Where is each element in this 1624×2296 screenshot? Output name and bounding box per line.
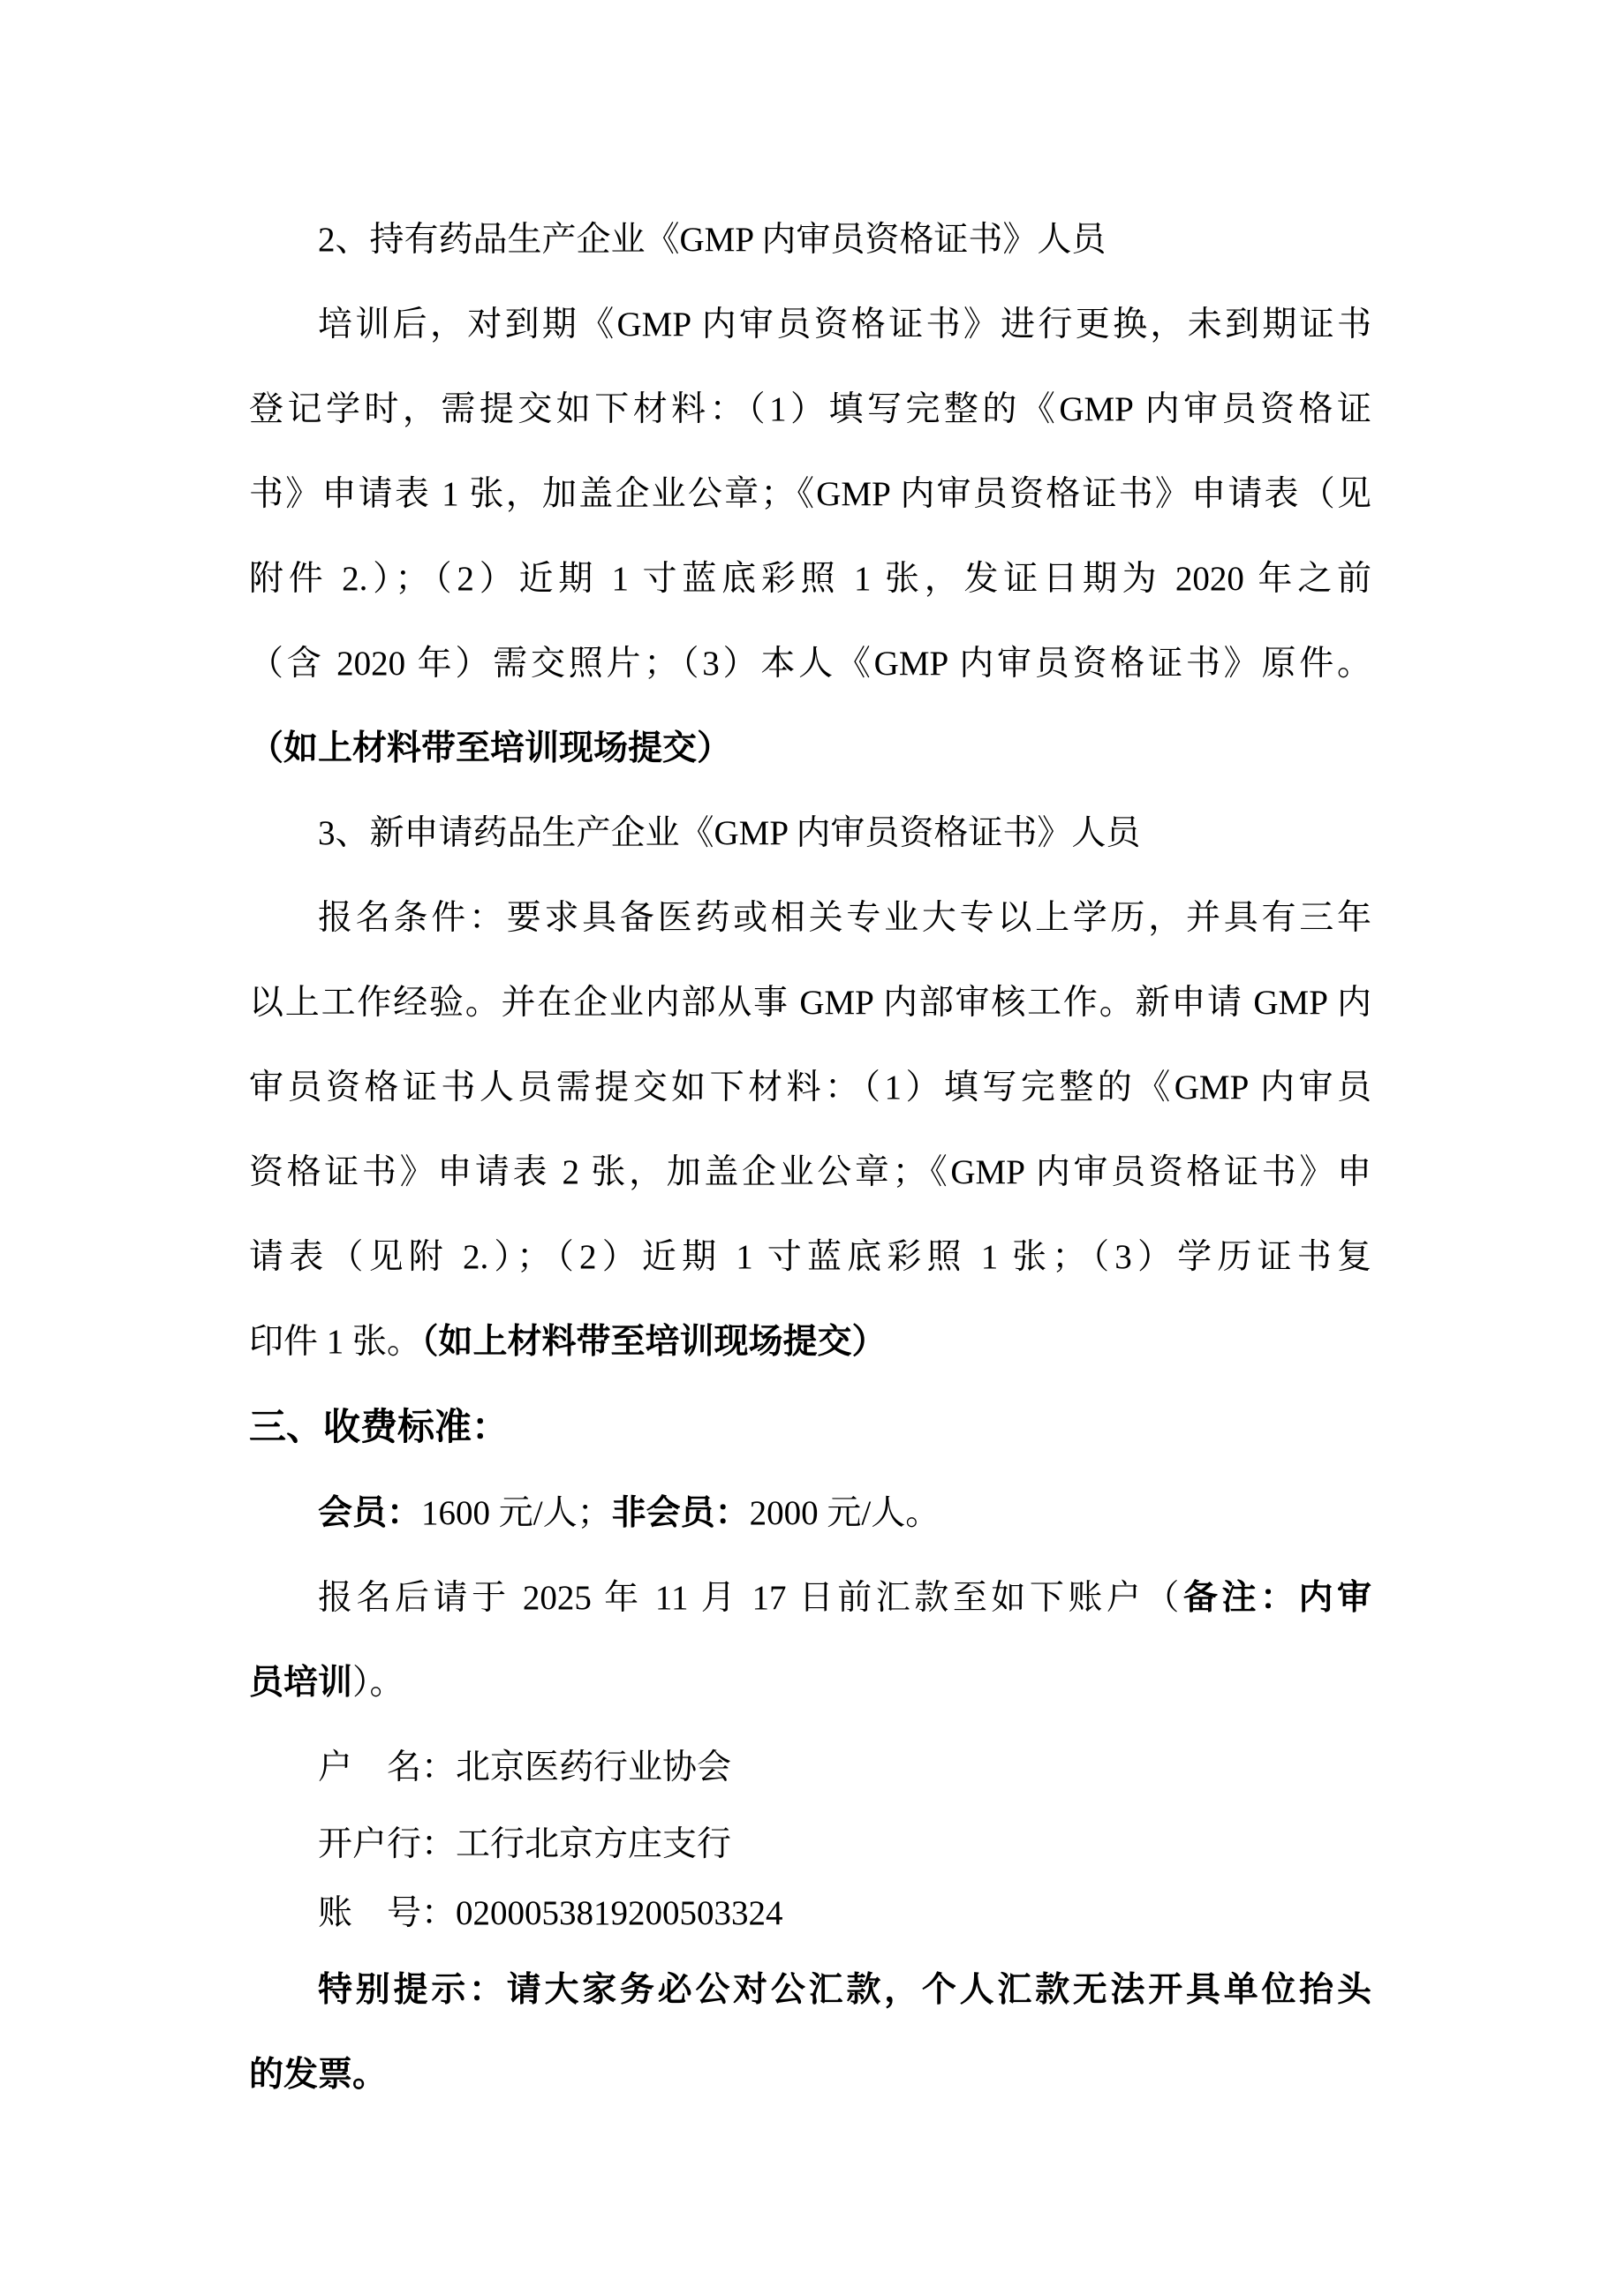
text-run: 2、持有药品生产企业《GMP 内审员资格证书》人员 (318, 221, 1107, 259)
text-run: 1600 元/人； (421, 1494, 612, 1532)
document-line (249, 2033, 1371, 2118)
text-run: 审员资格证书人员需提交如下材料：（1）填写完整的《GMP 内审员 (249, 1069, 1371, 1106)
document-line (249, 1130, 1371, 1215)
document-line (249, 283, 1371, 367)
text-run: 户 名：北京医药行业协会 (318, 1748, 732, 1786)
text-run: 3、新申请药品生产企业《GMP 内审员资格证书》人员 (318, 814, 1141, 852)
text-run: （含 2020 年）需交照片；（3）本人《GMP 内审员资格证书》原件。 (249, 645, 1371, 683)
document-line (249, 791, 1371, 876)
document-line (249, 1726, 1371, 1810)
text-run: 登记学时，需提交如下材料：（1）填写完整的《GMP 内审员资格证 (249, 390, 1371, 428)
bold-text-run: 员培训 (249, 1664, 353, 1702)
bold-text-run: 特别提示：请大家务必公对公汇款，个人汇款无法开具单位抬头 (318, 1971, 1371, 2009)
document-line (249, 622, 1371, 706)
document-line (249, 198, 1371, 283)
document-line (249, 1046, 1371, 1130)
document-line (249, 961, 1371, 1046)
text-run: 附件 2.）；（2）近期 1 寸蓝底彩照 1 张，发证日期为 2020 年之前 (249, 560, 1371, 598)
text-run: 以上工作经验。并在企业内部从事 GMP 内部审核工作。新申请 GMP 内 (249, 984, 1371, 1022)
bold-text-run: 的发票。 (249, 2056, 388, 2094)
text-run: 书》申请表 1 张，加盖企业公章；《GMP 内审员资格证书》申请表（见 (249, 475, 1371, 513)
text-run: 请表（见附 2.）；（2）近期 1 寸蓝底彩照 1 张；（3）学历证书复 (249, 1238, 1371, 1276)
text-run: 报名条件：要求具备医药或相关专业大专以上学历，并具有三年 (318, 899, 1371, 937)
document-line (249, 1556, 1371, 1641)
text-run: 资格证书》申请表 2 张，加盖企业公章；《GMP 内审员资格证书》申 (249, 1153, 1371, 1191)
document-line (249, 1300, 1371, 1385)
document-line (249, 1810, 1371, 1879)
document-line (249, 1215, 1371, 1300)
text-run: 报名后请于 2025 年 11 月 17 日前汇款至如下账户（ (318, 1579, 1183, 1617)
section-heading (249, 1385, 1371, 1471)
document-line (249, 706, 1371, 791)
bold-text-run: （如上材料带至培训现场提交） (249, 729, 732, 767)
bold-text-run: 会员： (318, 1494, 422, 1532)
document-line (249, 452, 1371, 537)
text-run: 开户行：工行北京方庄支行 (318, 1825, 732, 1863)
document-body (249, 198, 1371, 2118)
text-run: 培训后，对到期《GMP 内审员资格证书》进行更换，未到期证书 (318, 306, 1371, 344)
bold-text-run: 非会员： (611, 1494, 750, 1532)
bold-text-run: 备注：内审 (1182, 1579, 1371, 1617)
text-run: 2000 元/人。 (749, 1494, 940, 1532)
document-line (249, 876, 1371, 961)
document-line (249, 1471, 1371, 1556)
document-line (249, 367, 1371, 452)
text-run: 印件 1 张。 (249, 1323, 422, 1361)
text-run: ）。 (352, 1664, 404, 1702)
document-line (249, 1641, 1371, 1726)
document-line (249, 1948, 1371, 2033)
text-run: 账 号：0200053819200503324 (318, 1894, 783, 1932)
bold-text-run: （如上材料带至培训现场提交） (421, 1323, 887, 1361)
document-line (249, 1879, 1371, 1948)
bold-text-run: 三、收费标准： (249, 1406, 510, 1447)
document-line (249, 537, 1371, 622)
